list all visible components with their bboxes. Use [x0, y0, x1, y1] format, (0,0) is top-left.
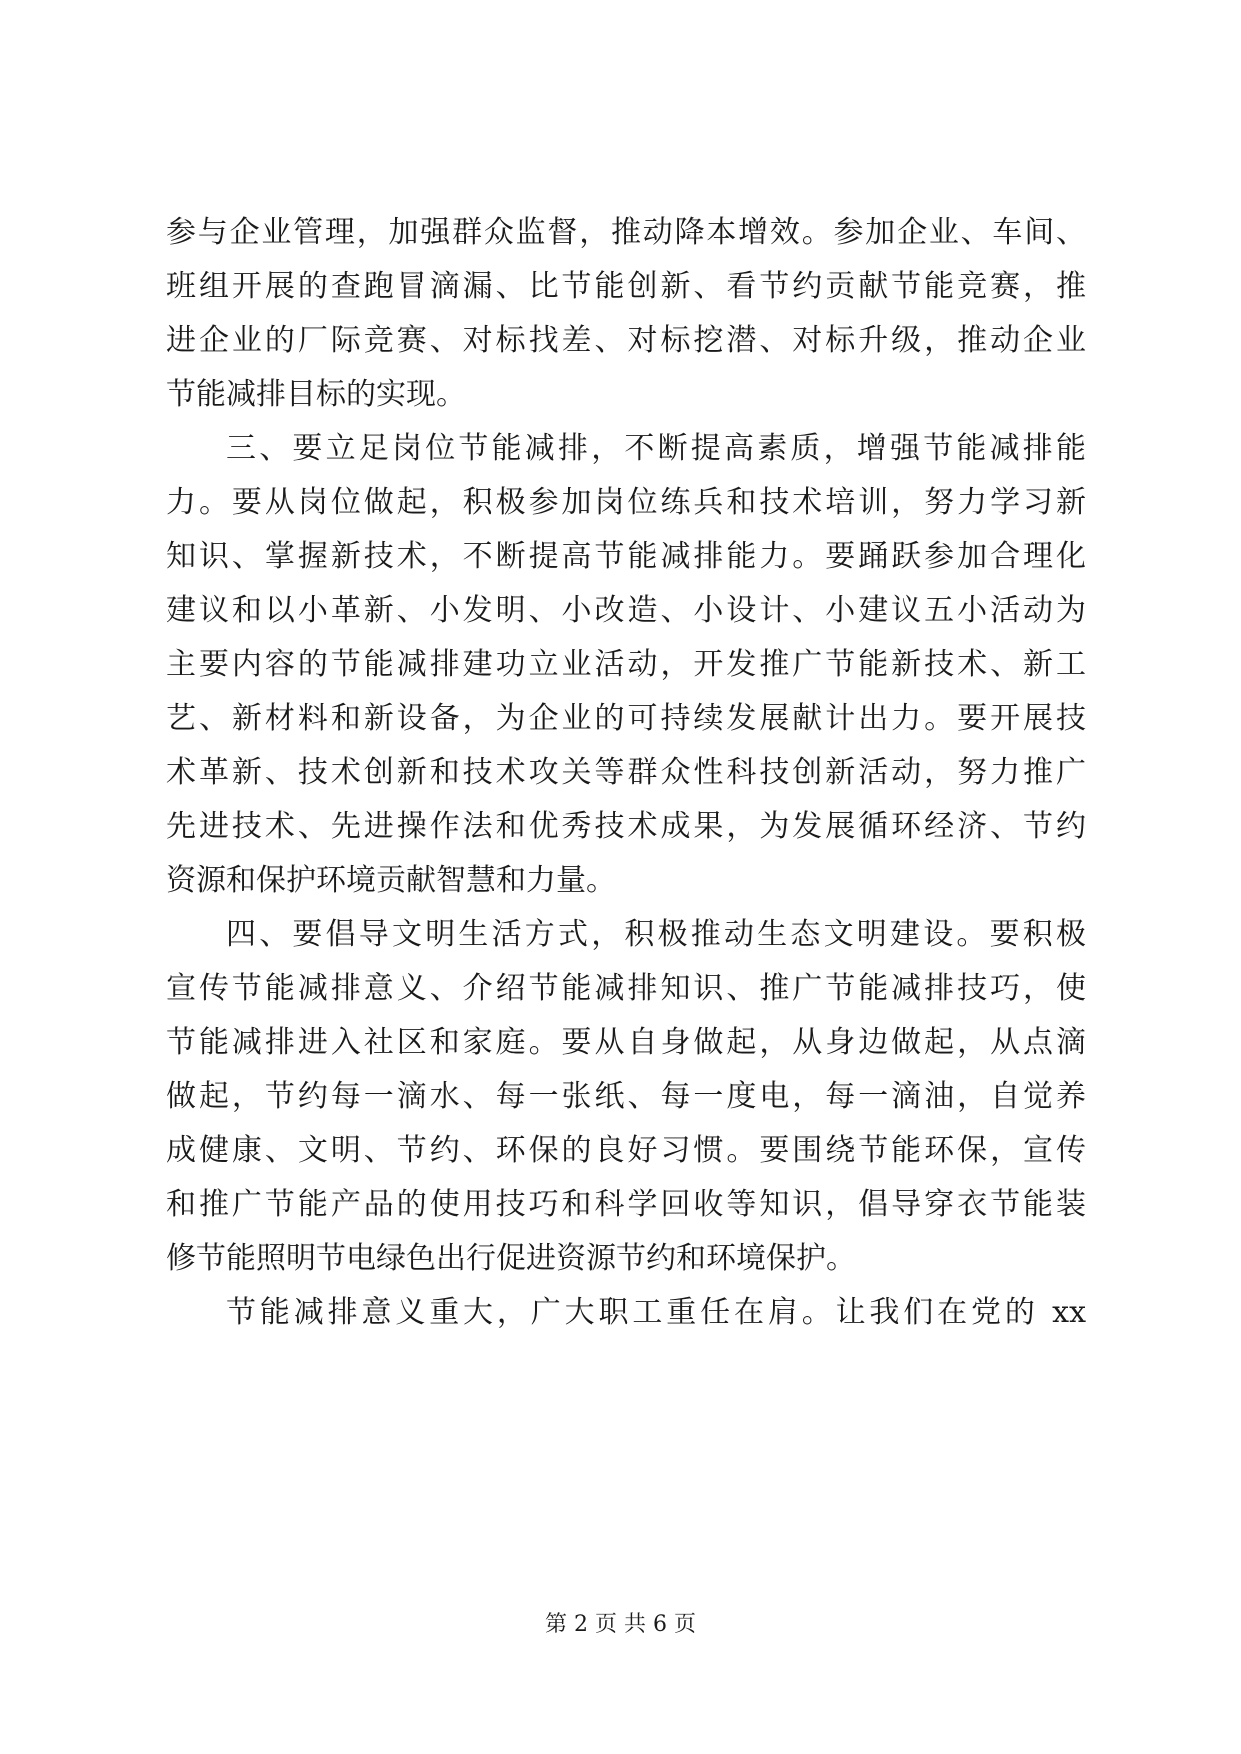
text-line: 主要内容的节能减排建功立业活动，开发推广节能新技术、新工 [166, 647, 1086, 682]
text-line: 宣传节能减排意义、介绍节能减排知识、推广节能减排技巧，使 [166, 971, 1086, 1006]
text-line: 班组开展的查跑冒滴漏、比节能创新、看节约贡献节能竞赛，推 [166, 269, 1086, 304]
text-line: 知识、掌握新技术，不断提高节能减排能力。要踊跃参加合理化 [166, 539, 1086, 574]
paragraph-start-line: 节能减排意义重大，广大职工重任在肩。让我们在党的 xx [226, 1295, 1086, 1330]
text-line: 建议和以小革新、小发明、小改造、小设计、小建议五小活动为 [166, 593, 1086, 628]
text-line: 节能减排目标的实现。 [166, 377, 466, 412]
paragraph-start-line: 四、要倡导文明生活方式，积极推动生态文明建设。要积极 [226, 917, 1086, 952]
text-line: 修节能照明节电绿色出行促进资源节约和环境保护。 [166, 1241, 856, 1276]
text-line: 先进技术、先进操作法和优秀技术成果，为发展循环经济、节约 [166, 809, 1086, 844]
text-line: 和推广节能产品的使用技巧和科学回收等知识，倡导穿衣节能装 [166, 1187, 1086, 1222]
paragraph-start-line: 三、要立足岗位节能减排，不断提高素质，增强节能减排能 [226, 431, 1086, 466]
text-line: 做起，节约每一滴水、每一张纸、每一度电，每一滴油，自觉养 [166, 1079, 1086, 1114]
text-line: 进企业的厂际竞赛、对标找差、对标挖潜、对标升级，推动企业 [166, 323, 1086, 358]
text-line: 成健康、文明、节约、环保的良好习惯。要围绕节能环保，宣传 [166, 1133, 1086, 1168]
text-line: 术革新、技术创新和技术攻关等群众性科技创新活动，努力推广 [166, 755, 1086, 790]
text-line: 艺、新材料和新设备，为企业的可持续发展献计出力。要开展技 [166, 701, 1086, 736]
text-line: 参与企业管理，加强群众监督，推动降本增效。参加企业、车间、 [166, 215, 1086, 250]
text-line: 资源和保护环境贡献智慧和力量。 [166, 863, 616, 898]
page-number-footer: 第 2 页 共 6 页 [545, 1612, 696, 1637]
text-line: 力。要从岗位做起，积极参加岗位练兵和技术培训，努力学习新 [166, 485, 1086, 520]
text-line: 节能减排进入社区和家庭。要从自身做起，从身边做起，从点滴 [166, 1025, 1086, 1060]
